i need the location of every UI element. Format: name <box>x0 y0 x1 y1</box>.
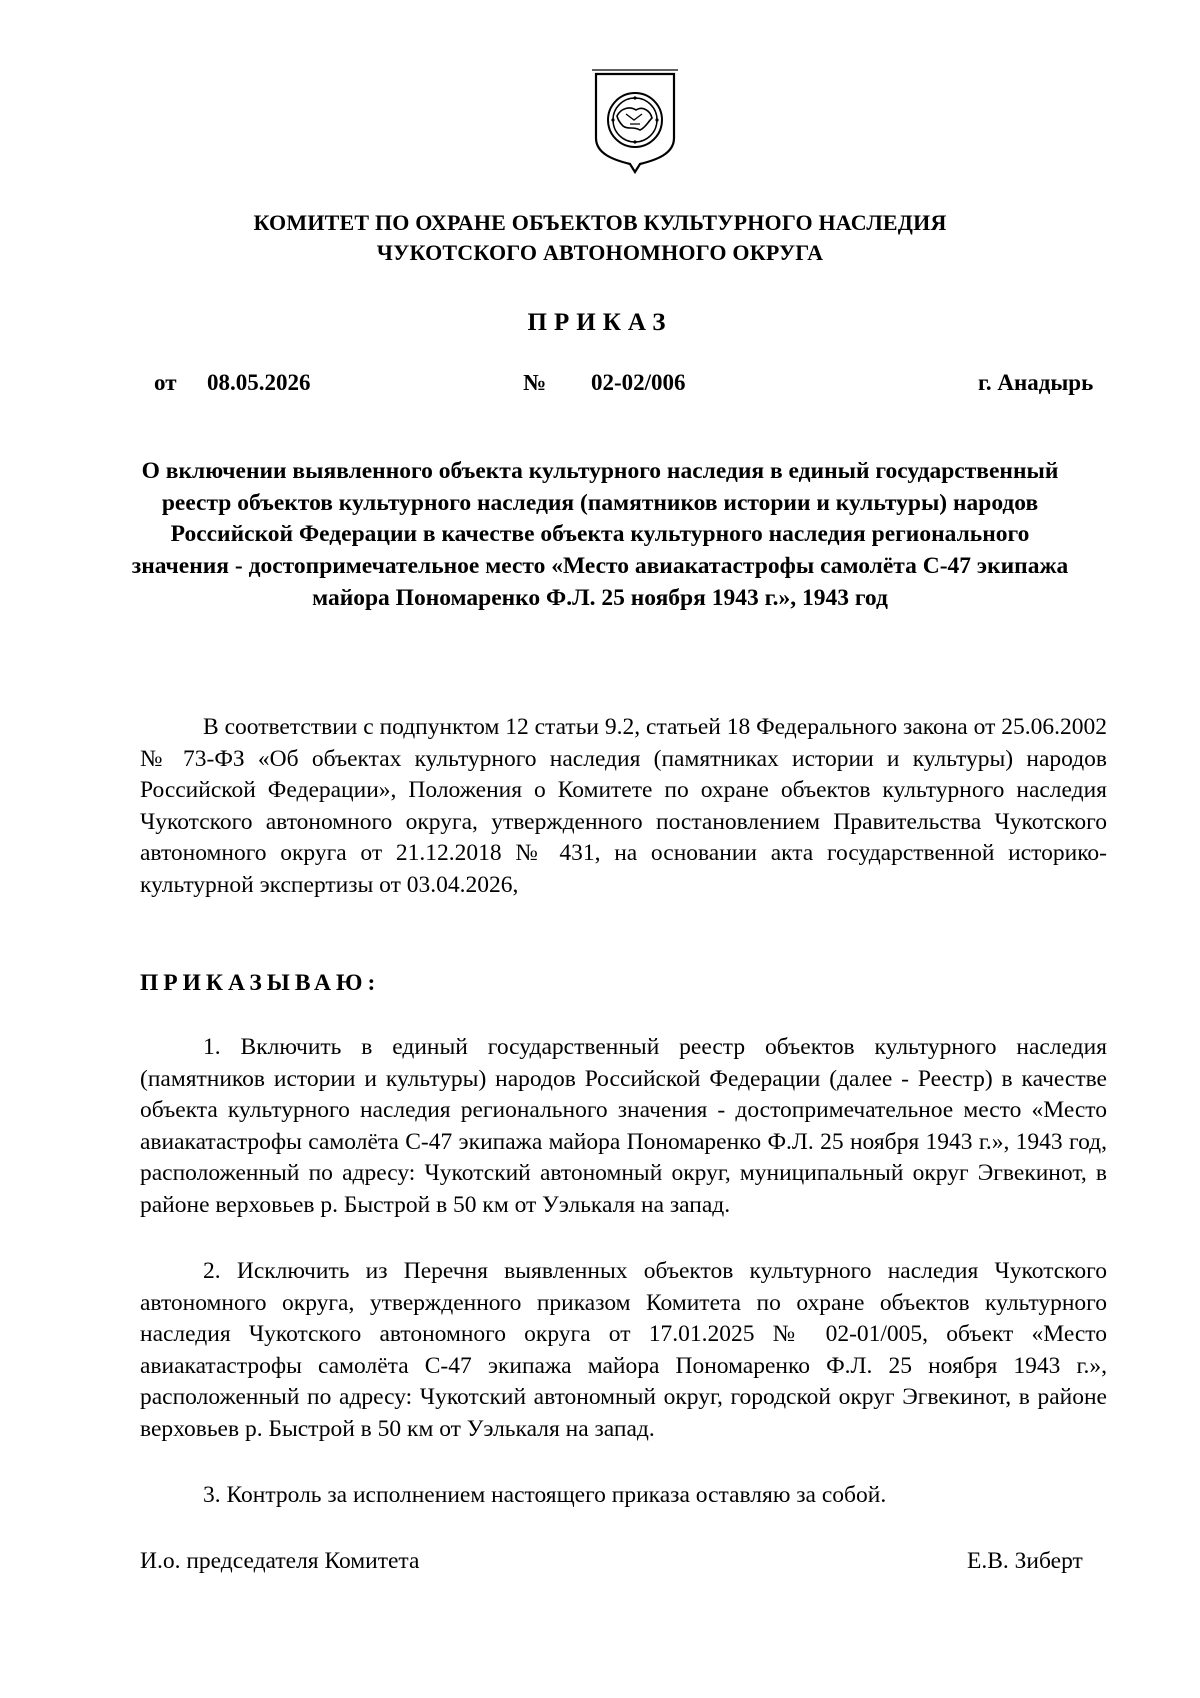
organization-name-line-1: КОМИТЕТ ПО ОХРАНЕ ОБЪЕКТОВ КУЛЬТУРНОГО НАСЛЕДИЯ <box>253 210 947 235</box>
coat-of-arms-shield-icon <box>590 68 680 178</box>
order-item-3: 3. Контроль за исполнением настоящего приказа оставляю за собой. <box>203 1482 887 1508</box>
organization-name-line-2: ЧУКОТСКОГО АВТОНОМНОГО ОКРУГА <box>376 240 824 265</box>
order-item-1: 1. Включить в единый государственный реестр объектов культурного наследия (памятников истории и культуры) народов Российской Федерации (далее - Реестр) в качестве объекта культурного наследия регионального значения - достопримечательное место «Место авиакатастрофы самолёта С-47 экипажа майора Пономаренко Ф.Л. 25 ноября 1943 г.», 1943 год, расположенный по адресу: Чукотский автономный округ, муниципальный округ Эгвекинот, в районе верховьев р. Быстрой в 50 км от Уэлькаля на запад. <box>140 1034 1107 1218</box>
document-number: 02-02/006 <box>591 370 686 395</box>
document-type-heading: ПРИКАЗ <box>527 309 673 336</box>
document-city: г. Анадырь <box>978 370 1094 395</box>
date-prefix-label: от <box>154 370 177 395</box>
order-item-2: 2. Исключить из Перечня выявленных объектов культурного наследия Чукотского автономного округа, утвержденного приказом Комитета по охране объектов культурного наследия Чукотского автономного округа от 17.01.2025 № 02-01/005, объект «Место авиакатастрофы самолёта С-47 экипажа майора Пономаренко Ф.Л. 25 ноября 1943 г.», расположенный по адресу: Чукотский автономный округ, городской округ Эгвекинот, в районе верховьев р. Быстрой в 50 км от Уэлькаля на запад. <box>140 1258 1107 1442</box>
preamble-paragraph: В соответствии с подпунктом 12 статьи 9.2, статьей 18 Федерального закона от 25.06.2002 № 73-ФЗ «Об объектах культурного наследия (памятниках истории и культуры) народов Российской Федерации», Положения о Комитете по охране объектов культурного наследия Чукотского автономного округа, утвержденного постановлением Правительства Чукотского автономного округа от 21.12.2018 № 431, на основании акта государственной историко-культурной экспертизы от 03.04.2026, <box>140 714 1107 898</box>
order-heading: ПРИКАЗЫВАЮ: <box>140 970 381 996</box>
number-sign: № <box>523 370 547 395</box>
signatory-position: И.о. председателя Комитета <box>140 1548 420 1574</box>
signatory-name: Е.В. Зиберт <box>967 1548 1083 1574</box>
document-date: 08.05.2026 <box>207 370 311 395</box>
document-title: О включении выявленного объекта культурного наследия в единый государственный реестр объектов культурного наследия (памятников истории и культуры) народов Российской Федерации в качестве объекта культурного наследия регионального значения - достопримечательное место «Место авиакатастрофы самолёта С-47 экипажа майора Пономаренко Ф.Л. 25 ноября 1943 г.», 1943 год <box>131 458 1069 611</box>
